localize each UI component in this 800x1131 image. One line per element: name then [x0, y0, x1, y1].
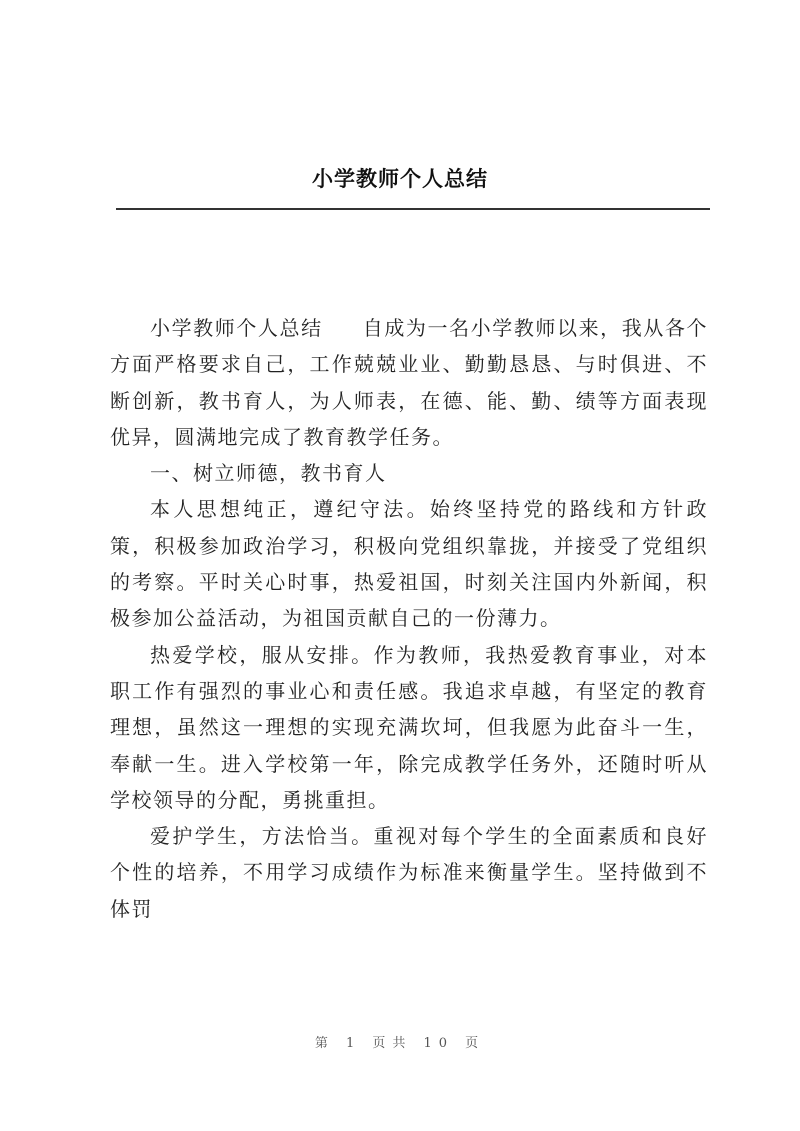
body-paragraph: 本人思想纯正，遵纪守法。始终坚持党的路线和方针政策，积极参加政治学习，积极向党组织靠拢，并接受了党组织的考察。平时关心时事，热爱祖国，时刻关注国内外新闻，积极参加公益活动，为祖国贡献自己的一份薄力。 [110, 497, 708, 631]
document-body [110, 310, 708, 927]
intro-heading: 小学教师个人总结 [150, 316, 323, 340]
section-heading: 一、树立师德，教书育人 [150, 461, 387, 486]
intro-text: 自成为一名小学教师以来，我从各个方面严格要求自己，工作兢兢业业、勤勤恳恳、与时俱进、不断创新，教书育人，为人师表，在德、能、勤、绩等方面表现优异，圆满地完成了教育教学任务。 [110, 316, 709, 449]
page-number-footer: 第 1 页共 10 页 [314, 1036, 486, 1051]
body-paragraph: 热爱学校，服从安排。作为教师，我热爱教育事业，对本职工作有强烈的事业心和责任感。我追求卓越，有坚定的教育理想，虽然这一理想的实现充满坎坷，但我愿为此奋斗一生，奉献一生。进入学校第一年，除完成教学任务外，还随时听从学校领导的分配，勇挑重担。 [110, 642, 708, 812]
intro-paragraph [110, 310, 708, 455]
body-paragraph: 爱护学生，方法恰当。重视对每个学生的全面素质和良好个性的培养，不用学习成绩作为标准来衡量学生。坚持做到不体罚 [110, 824, 708, 921]
page-title: 小学教师个人总结 [312, 166, 488, 191]
title-divider [116, 208, 710, 210]
